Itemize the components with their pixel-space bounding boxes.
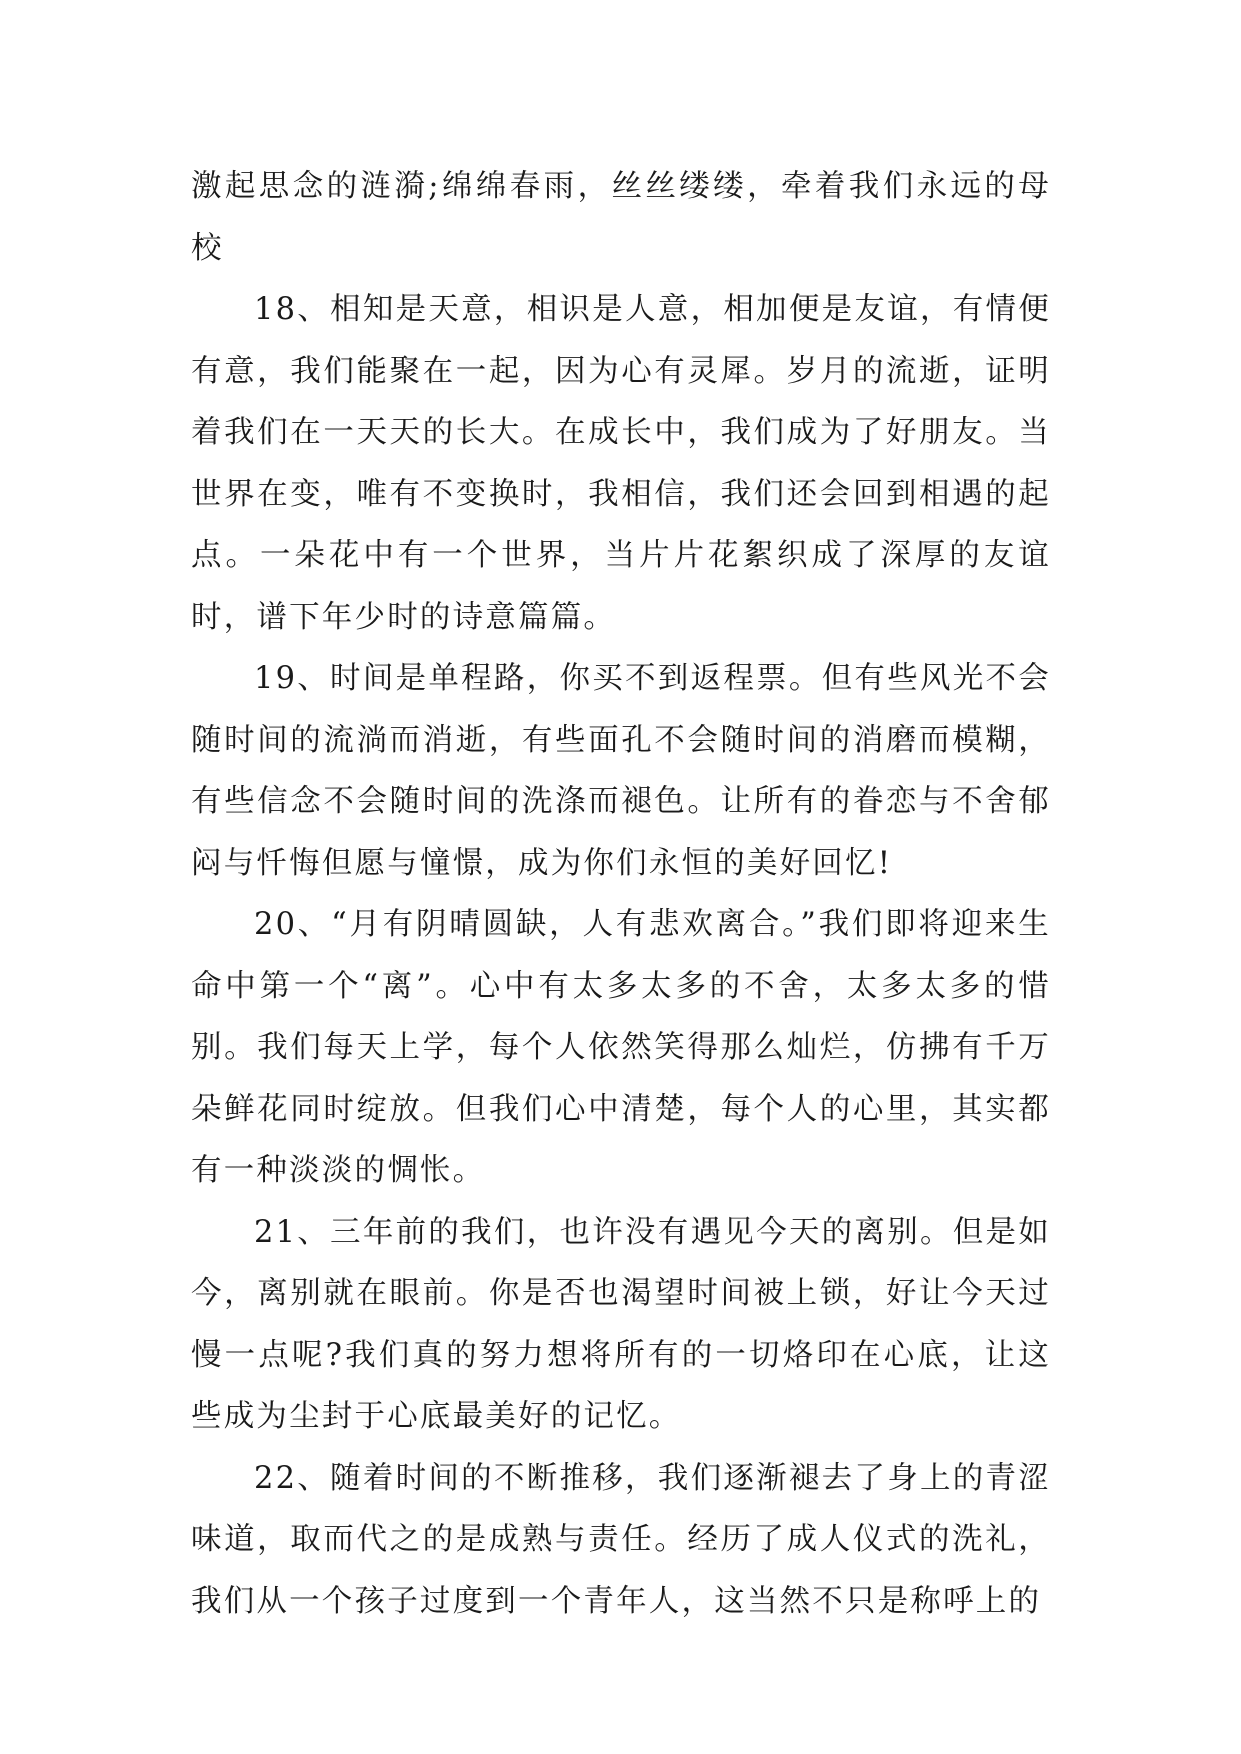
- paragraph-19: 19、时间是单程路，你买不到返程票。但有些风光不会随时间的流淌而消逝，有些面孔不会随时间的消磨而模糊，有些信念不会随时间的洗涤而褪色。让所有的眷恋与不舍郁闷与忏悔但愿与憧憬，成为你们永恒的美好回忆!: [191, 661, 1051, 881]
- document-body: [191, 156, 1051, 1632]
- paragraph-20: 20、“月有阴晴圆缺，人有悲欢离合。”我们即将迎来生命中第一个“离”。心中有太多太多的不舍，太多太多的惜别。我们每天上学，每个人依然笑得那么灿烂，仿拂有千万朵鲜花同时绽放。但我们心中清楚，每个人的心里，其实都有一种淡淡的惆怅。: [191, 907, 1051, 1188]
- paragraph-21: 21、三年前的我们，也许没有遇见今天的离别。但是如今，离别就在眼前。你是否也渴望时间被上锁，好让今天过慢一点呢?我们真的努力想将所有的一切烙印在心底，让这些成为尘封于心底最美好的记忆。: [191, 1214, 1051, 1434]
- paragraph-continuation: 激起思念的涟漪;绵绵春雨，丝丝缕缕，牵着我们永远的母校: [191, 169, 1051, 266]
- paragraph-18: 18、相知是天意，相识是人意，相加便是友谊，有情便有意，我们能聚在一起，因为心有灵犀。岁月的流逝，证明着我们在一天天的长大。在成长中，我们成为了好朋友。当世界在变，唯有不变换时，我相信，我们还会回到相遇的起点。一朵花中有一个世界，当片片花絮织成了深厚的友谊时，谱下年少时的诗意篇篇。: [191, 292, 1051, 635]
- paragraph-22: 22、随着时间的不断推移，我们逐渐褪去了身上的青涩味道，取而代之的是成熟与责任。经历了成人仪式的洗礼，我们从一个孩子过度到一个青年人，这当然不只是称呼上的: [191, 1460, 1051, 1619]
